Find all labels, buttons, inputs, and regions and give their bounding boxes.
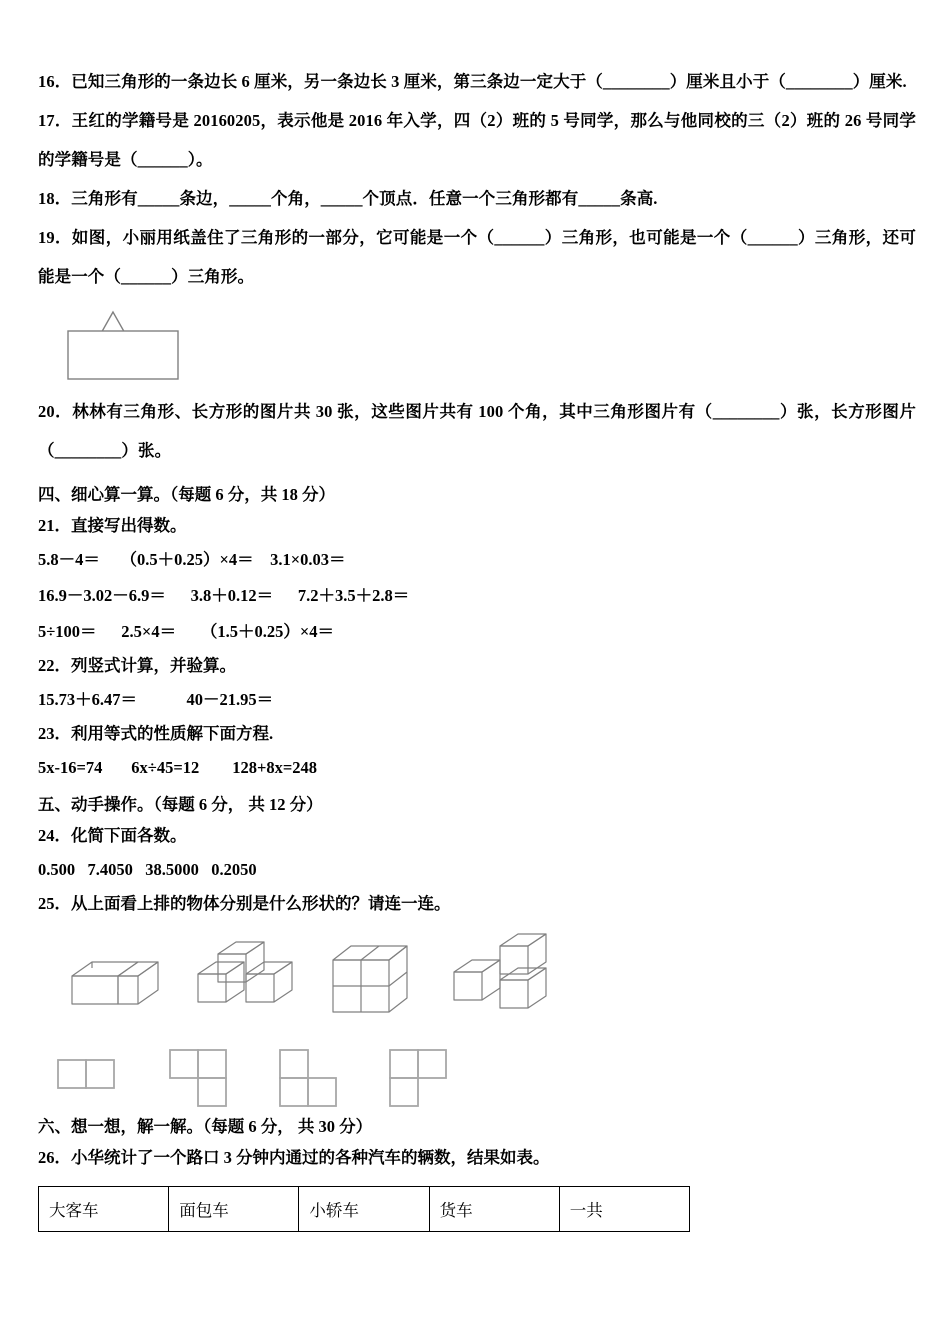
solid-two-cubes-side-by-side bbox=[62, 928, 172, 1029]
flat-shape-l-top-left-bottom-left-bottom-right bbox=[276, 1046, 356, 1113]
flat-two-cells-svg bbox=[56, 1046, 136, 1102]
solid-four-cubes-2x2-block bbox=[323, 928, 433, 1029]
question-17: 17．王红的学籍号是 20160205，表示他是 2016 年入学，四（2）班的 5 号同学，那么与他同校的三（2）班的 26 号同学的学籍号是（______）。 bbox=[38, 111, 916, 169]
question-20: 20．林林有三角形、长方形的图片共 30 张，这些图片共有 100 个角，其中三角形图片有（________）张，长方形图片（________）张。 bbox=[38, 402, 916, 460]
solid-three-cubes-l-arrangement bbox=[448, 928, 568, 1029]
question-22-heading: 22．列竖式计算，并验算。 bbox=[38, 656, 236, 675]
table-header-truck: 货车 bbox=[429, 1187, 559, 1232]
question-23-heading: 23．利用等式的性质解下面方程. bbox=[38, 724, 274, 743]
question-21-line-3: 5÷100＝ 2.5×4＝ （1.5＋0.25）×4＝ bbox=[38, 622, 334, 641]
table-header-van: 面包车 bbox=[169, 1187, 299, 1232]
two-cubes-svg bbox=[62, 928, 172, 1024]
question-23-line-1: 5x-16=74 6x÷45=12 128+8x=248 bbox=[38, 758, 318, 777]
question-22-line-1: 15.73＋6.47＝ 40－21.95＝ bbox=[38, 690, 274, 709]
section-six-heading: 六、想一想，解一解。（每题 6 分， 共 30 分） bbox=[38, 1117, 373, 1136]
four-cubes-block-svg bbox=[323, 928, 433, 1024]
question-26-heading: 26．小华统计了一个路口 3 分钟内通过的各种汽车的辆数，结果如表。 bbox=[38, 1148, 550, 1167]
vehicle-count-table bbox=[38, 1186, 690, 1232]
section-five-heading: 五、动手操作。（每题 6 分， 共 12 分） bbox=[38, 795, 323, 814]
question-21-heading: 21．直接写出得数。 bbox=[38, 516, 187, 535]
question-24-heading: 24．化简下面各数。 bbox=[38, 826, 187, 845]
question-16: 16．已知三角形的一条边长 6 厘米，另一条边长 3 厘米，第三条边一定大于（________）厘米且小于（________）厘米. bbox=[38, 72, 907, 91]
question-25-heading: 25．从上面看上排的物体分别是什么形状的？请连一连。 bbox=[38, 894, 451, 913]
flat-l-shape-2-svg bbox=[276, 1046, 356, 1108]
table-header-bus: 大客车 bbox=[39, 1187, 169, 1232]
exam-content bbox=[38, 62, 916, 1232]
flat-shapes-row bbox=[38, 1046, 916, 1108]
solids-row bbox=[38, 928, 916, 1024]
flat-l-shape-3-svg bbox=[386, 1046, 466, 1108]
flat-shape-two-cells-horizontal bbox=[56, 1046, 136, 1107]
flat-shape-l-top-left-top-right-bottom-left bbox=[386, 1046, 466, 1113]
solid-three-cubes-t-arrangement bbox=[188, 928, 308, 1029]
three-cubes-t-svg bbox=[188, 928, 308, 1024]
flat-l-shape-1-svg bbox=[166, 1046, 246, 1108]
table-header-total: 一共 bbox=[559, 1187, 689, 1232]
question-18: 18．三角形有_____条边，_____个角，_____个顶点．任意一个三角形都有_____条高. bbox=[38, 189, 658, 208]
question-21-line-2: 16.9－3.02－6.9＝ 3.8＋0.12＝ 7.2＋3.5＋2.8＝ bbox=[38, 586, 410, 605]
section-four-heading: 四、细心算一算。（每题 6 分，共 18 分） bbox=[38, 485, 335, 504]
triangle-covered-by-paper-figure bbox=[58, 306, 238, 386]
triangle-rectangle-svg bbox=[58, 306, 238, 386]
question-19: 19．如图，小丽用纸盖住了三角形的一部分，它可能是一个（______）三角形，也可能是一个（______）三角形，还可能是一个（______）三角形。 bbox=[38, 228, 916, 286]
flat-shape-l-top-left-top-right-bottom-right bbox=[166, 1046, 246, 1113]
table-header-car: 小轿车 bbox=[299, 1187, 429, 1232]
three-cubes-l-svg bbox=[448, 928, 568, 1024]
question-24-line-1: 0.500 7.4050 38.5000 0.2050 bbox=[38, 860, 257, 879]
table-row bbox=[39, 1187, 690, 1232]
question-21-line-1: 5.8－4＝ （0.5＋0.25）×4＝ 3.1×0.03＝ bbox=[38, 550, 346, 569]
